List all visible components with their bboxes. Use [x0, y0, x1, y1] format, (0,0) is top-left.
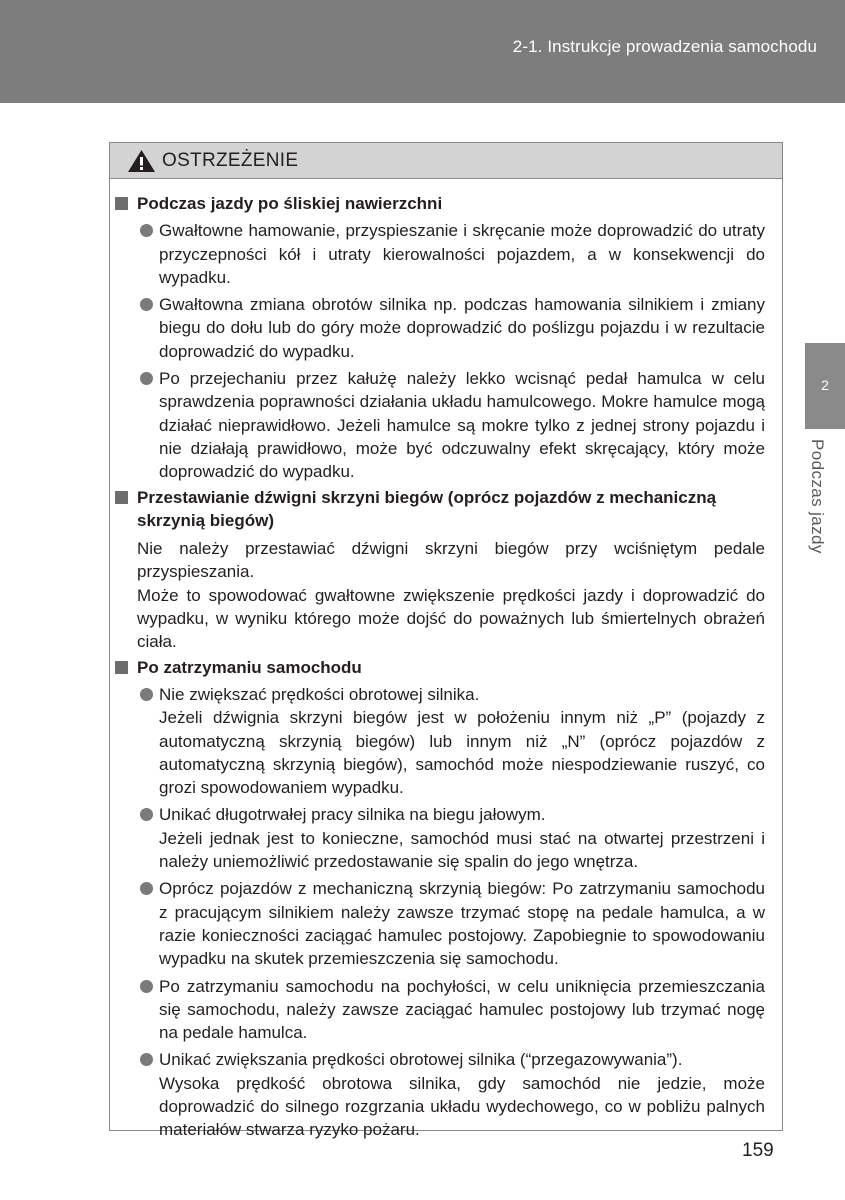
list-item: Po przejechaniu przez kałużę należy lekko wcisnąć pedał hamulca w celu sprawdzenia poprawności działania układu hamulcowego. Mokre hamulce mogą działać nieprawidłowo. Jeżeli hamulce są mokre tylko z jednej strony pojazdu i nie działają prawidłowo, może być odczuwalny efekt skręcający, który może doprowadzić do wypadku. — [115, 367, 765, 483]
paragraph: Nie należy przestawiać dźwigni skrzyni biegów przy wciśniętym pedale przyspieszania. — [137, 539, 765, 582]
page-number: 159 — [742, 1140, 774, 1161]
chapter-number: 2 — [821, 377, 829, 393]
square-bullet-icon — [115, 491, 128, 504]
round-bullet-icon — [140, 224, 153, 237]
section-title: 2-1. Instrukcje prowadzenia samochodu — [512, 37, 817, 56]
round-bullet-icon — [140, 882, 153, 895]
list-item: Unikać zwiększania prędkości obrotowej silnika (“przegazowywania”). Wysoka prędkość obrotowa silnika, gdy samochód nie jedzie, może doprowadzić do silnego rozgrzania układu wydechowego, co w pobliżu palnych materiałów stwarza ryzyko pożaru. — [115, 1048, 765, 1141]
round-bullet-icon — [140, 298, 153, 311]
list-item: Po zatrzymaniu samochodu na pochyłości, w celu uniknięcia przemieszczania się samochodu, należy zawsze zaciągać hamulec postojowy lub trzymać nogę na pedale hamulca. — [115, 975, 765, 1045]
warning-body — [110, 179, 782, 1142]
list-item: Gwałtowna zmiana obrotów silnika np. podczas hamowania silnikiem i zmiany biegu do dołu lub do góry może doprowadzić do poślizgu pojazdu i w rezultacie doprowadzić do wypadku. — [115, 293, 765, 363]
section-heading: Podczas jazdy po śliskiej nawierzchni — [115, 192, 765, 215]
warning-box — [109, 142, 783, 1140]
list-item: Oprócz pojazdów z mechaniczną skrzynią biegów: Po zatrzymaniu samochodu z pracującym silnikiem należy zawsze trzymać stopę na pedale hamulca, a w razie konieczności zaciągać hamulec postojowy. Zapobiegnie to spowodowaniu wypadku na skutek przemieszczenia się samochodu. — [115, 877, 765, 970]
list-item: Unikać długotrwałej pracy silnika na biegu jałowym. Jeżeli jednak jest to konieczne, samochód musi stać na otwartej przestrzeni i należy uniemożliwić przedostawanie się spalin do jego wnętrza. — [115, 803, 765, 873]
warning-header — [110, 143, 782, 179]
round-bullet-icon — [140, 808, 153, 821]
square-bullet-icon — [115, 197, 128, 210]
chapter-tab — [805, 343, 845, 429]
round-bullet-icon — [140, 688, 153, 701]
round-bullet-icon — [140, 1053, 153, 1066]
round-bullet-icon — [140, 372, 153, 385]
section-heading: Przestawianie dźwigni skrzyni biegów (oprócz pojazdów z mechaniczną skrzynią biegów) — [115, 486, 765, 533]
list-item: Nie zwiększać prędkości obrotowej silnika. Jeżeli dźwignia skrzyni biegów jest w położeniu innym niż „P” (pojazdy z automatyczną skrzynią biegów) lub innym niż „N” (oprócz pojazdów z automatyczną skrzynią biegów), samochód może niespodziewanie ruszyć, co grozi spowodowaniem wypadku. — [115, 683, 765, 799]
list-item: Gwałtowne hamowanie, przyspieszanie i skręcanie może doprowadzić do utraty przyczepności kół i utraty kierowalności pojazdem, a w konsekwencji do wypadku. — [115, 219, 765, 289]
chapter-label: Podczas jazdy — [808, 439, 827, 554]
section-heading: Po zatrzymaniu samochodu — [115, 656, 765, 679]
header-band — [0, 0, 845, 103]
warning-triangle-icon — [127, 149, 156, 173]
square-bullet-icon — [115, 661, 128, 674]
warning-title: OSTRZEŻENIE — [162, 149, 299, 171]
round-bullet-icon — [140, 980, 153, 993]
paragraph: Może to spowodować gwałtowne zwiększenie prędkości jazdy i doprowadzić do wypadku, w wyniku którego może dojść do poważnych lub śmiertelnych obrażeń ciała. — [137, 585, 765, 652]
